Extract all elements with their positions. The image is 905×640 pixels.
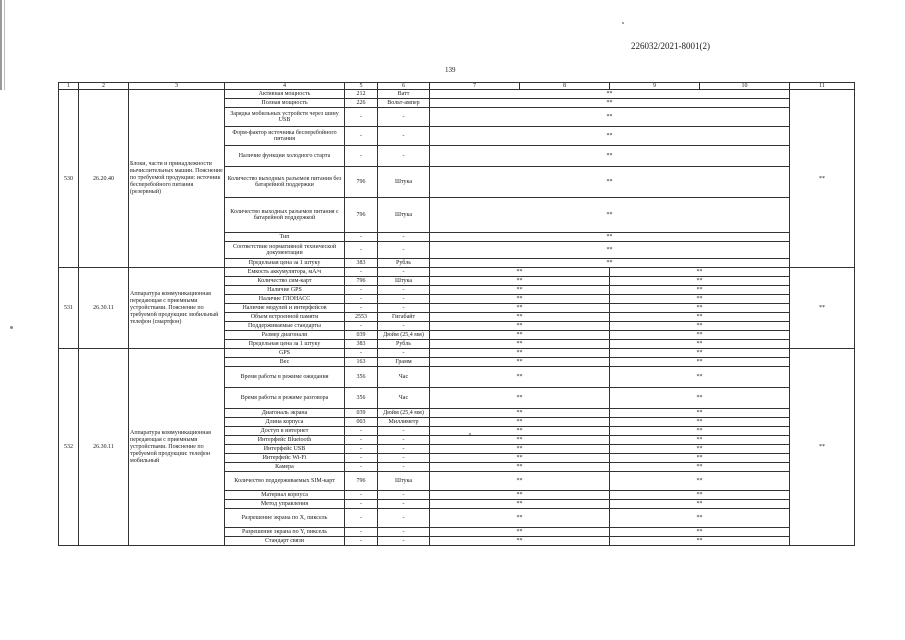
unit-code: -	[345, 286, 378, 295]
unit-name: -	[378, 127, 430, 146]
unit-name: Штука	[378, 277, 430, 286]
requirement-value: **	[430, 340, 610, 349]
unit-code: 226	[345, 99, 378, 108]
unit-name: Штука	[378, 167, 430, 198]
unit-code: 212	[345, 90, 378, 99]
characteristic-name: Время работы в режиме разговора	[225, 388, 345, 409]
characteristic-name: Наличие ГЛОНАСС	[225, 295, 345, 304]
characteristic-name: Количество поддерживаемых SIM-карт	[225, 472, 345, 491]
requirement-value-alt: **	[610, 436, 790, 445]
column-number: 10	[700, 83, 790, 90]
unit-code: -	[345, 427, 378, 436]
requirement-value-alt: **	[610, 388, 790, 409]
requirement-value-alt: **	[610, 537, 790, 546]
characteristic-name: Зарядка мобильных устройств через шину USB	[225, 108, 345, 127]
column-number: 1	[59, 83, 79, 90]
requirement-value: **	[430, 349, 610, 358]
column-number: 7	[430, 83, 520, 90]
characteristic-name: Диагональ экрана	[225, 409, 345, 418]
unit-name: Ватт	[378, 90, 430, 99]
requirement-value: **	[430, 528, 610, 537]
column-number: 11	[790, 83, 855, 90]
requirement-value-alt: **	[610, 528, 790, 537]
unit-name: -	[378, 500, 430, 509]
characteristic-name: Материал корпуса	[225, 491, 345, 500]
requirement-value-alt: **	[610, 472, 790, 491]
requirement-value: **	[430, 358, 610, 367]
unit-code: 039	[345, 331, 378, 340]
requirement-value-alt: **	[610, 268, 790, 277]
characteristic-name: Активная мощность	[225, 90, 345, 99]
characteristic-name: Тип	[225, 233, 345, 242]
unit-name: -	[378, 491, 430, 500]
requirement-value-alt: **	[610, 454, 790, 463]
requirement-value-alt: **	[610, 500, 790, 509]
unit-name: -	[378, 436, 430, 445]
characteristic-name: Емкость аккумулятора, мА/ч	[225, 268, 345, 277]
unit-name: Миллиметр	[378, 418, 430, 427]
column-number: 2	[79, 83, 129, 90]
characteristic-name: Предельная цена за 1 штуку	[225, 340, 345, 349]
unit-name: Грамм	[378, 358, 430, 367]
unit-name: -	[378, 146, 430, 167]
unit-name: -	[378, 537, 430, 546]
requirement-value-alt: **	[610, 286, 790, 295]
characteristic-name: Объем встроенной памяти	[225, 313, 345, 322]
unit-code: -	[345, 436, 378, 445]
characteristic-name: Метод управления	[225, 500, 345, 509]
unit-code: 356	[345, 388, 378, 409]
unit-name: -	[378, 445, 430, 454]
unit-name: -	[378, 304, 430, 313]
characteristic-name: Длина корпуса	[225, 418, 345, 427]
table-row	[59, 268, 855, 277]
requirement-value: **	[430, 436, 610, 445]
requirement-value: **	[430, 418, 610, 427]
requirement-value-alt: **	[610, 358, 790, 367]
characteristic-name: Наличие модулей и интерфейсов	[225, 304, 345, 313]
requirement-value-alt: **	[610, 277, 790, 286]
note-value: **	[790, 349, 855, 546]
requirement-value: **	[430, 304, 610, 313]
unit-name: -	[378, 108, 430, 127]
unit-name: Час	[378, 367, 430, 388]
requirement-value-alt: **	[610, 445, 790, 454]
table-row	[59, 90, 855, 99]
requirement-value: **	[430, 409, 610, 418]
unit-code: 003	[345, 418, 378, 427]
unit-name: Дюйм (25,4 мм)	[378, 331, 430, 340]
unit-code: -	[345, 146, 378, 167]
scan-dot	[622, 22, 624, 24]
unit-code: 039	[345, 409, 378, 418]
unit-name: Час	[378, 388, 430, 409]
characteristic-name: Предельная цена за 1 штуку	[225, 259, 345, 268]
requirement-value: **	[430, 146, 790, 167]
requirement-value: **	[430, 277, 610, 286]
product-description: Аппаратура коммуникационная передающая с приемными устройствами. Пояснение по требуемой продукции: мобильный телефон (смартфон)	[129, 268, 225, 349]
table-body	[59, 83, 855, 546]
requirement-value: **	[430, 108, 790, 127]
note-value: **	[790, 268, 855, 349]
column-number: 5	[345, 83, 378, 90]
characteristic-name: Камера	[225, 463, 345, 472]
characteristic-name: Наличие функции холодного старта	[225, 146, 345, 167]
unit-code: 2553	[345, 313, 378, 322]
unit-name: -	[378, 242, 430, 259]
requirement-value: **	[430, 295, 610, 304]
requirement-value: **	[430, 454, 610, 463]
unit-code: 796	[345, 277, 378, 286]
characteristic-name: Размер диагонали	[225, 331, 345, 340]
requirement-value-alt: **	[610, 322, 790, 331]
unit-name: -	[378, 322, 430, 331]
requirement-value-alt: **	[610, 367, 790, 388]
requirement-value: **	[430, 286, 610, 295]
characteristic-name: Интерфейс USB	[225, 445, 345, 454]
characteristic-name: Форм-фактор источника бесперебойного питания	[225, 127, 345, 146]
unit-name: -	[378, 427, 430, 436]
unit-code: -	[345, 322, 378, 331]
requirement-value: **	[430, 268, 610, 277]
column-number: 4	[225, 83, 345, 90]
unit-name: Вольт-ампер	[378, 99, 430, 108]
table-row	[59, 349, 855, 358]
unit-name: -	[378, 454, 430, 463]
unit-code: 383	[345, 259, 378, 268]
okpd-code: 26.30.11	[79, 268, 129, 349]
unit-name: -	[378, 463, 430, 472]
product-description: Аппаратура коммуникационная передающая с приемными устройствами. Пояснение по требуемой продукции: телефон мобильный	[129, 349, 225, 546]
unit-name: -	[378, 509, 430, 528]
requirement-value-alt: **	[610, 331, 790, 340]
note-value: **	[790, 90, 855, 268]
requirement-value: **	[430, 233, 790, 242]
unit-name: -	[378, 286, 430, 295]
characteristic-name: Интерфейс Wi-Fi	[225, 454, 345, 463]
unit-code: -	[345, 463, 378, 472]
characteristic-name: Разрешение экрана по X, пиксель	[225, 509, 345, 528]
unit-name: Штука	[378, 198, 430, 233]
unit-code: -	[345, 108, 378, 127]
requirement-value: **	[430, 322, 610, 331]
column-number: 6	[378, 83, 430, 90]
requirement-value-alt: **	[610, 340, 790, 349]
characteristic-name: Наличие GPS	[225, 286, 345, 295]
unit-code: -	[345, 491, 378, 500]
characteristic-name: Вес	[225, 358, 345, 367]
unit-code: 163	[345, 358, 378, 367]
unit-code: -	[345, 500, 378, 509]
requirement-value: **	[430, 313, 610, 322]
unit-name: -	[378, 349, 430, 358]
requirement-value-alt: **	[610, 304, 790, 313]
requirement-value-alt: **	[610, 463, 790, 472]
requirement-value: **	[430, 99, 790, 108]
unit-code: -	[345, 242, 378, 259]
unit-code: 383	[345, 340, 378, 349]
characteristic-name: Количество выходных разъемов питания с батарейной поддержкой	[225, 198, 345, 233]
requirement-value-alt: **	[610, 313, 790, 322]
unit-code: 796	[345, 167, 378, 198]
characteristic-name: Поддерживаемые стандарты	[225, 322, 345, 331]
requirement-value: **	[430, 198, 790, 233]
okpd-code: 26.20.40	[79, 90, 129, 268]
column-number: 9	[610, 83, 700, 90]
requirement-value-alt: **	[610, 491, 790, 500]
unit-code: -	[345, 537, 378, 546]
requirement-value: **	[430, 90, 790, 99]
unit-name: Дюйм (25,4 мм)	[378, 409, 430, 418]
unit-name: Гигабайт	[378, 313, 430, 322]
characteristic-name: Полная мощность	[225, 99, 345, 108]
characteristic-name: Доступ в интернет	[225, 427, 345, 436]
requirement-value: **	[430, 259, 790, 268]
requirement-value-alt: **	[610, 295, 790, 304]
unit-code: -	[345, 304, 378, 313]
requirement-value-alt: **	[610, 409, 790, 418]
requirement-value: **	[430, 537, 610, 546]
requirement-value-alt: **	[610, 427, 790, 436]
requirement-value: **	[430, 127, 790, 146]
unit-name: Рубль	[378, 259, 430, 268]
unit-name: Рубль	[378, 340, 430, 349]
unit-code: -	[345, 528, 378, 537]
unit-code: -	[345, 233, 378, 242]
requirement-value: **	[430, 445, 610, 454]
characteristic-name: Количество сим-карт	[225, 277, 345, 286]
product-description: Блоки, части и принадлежности вычислительных машин. Пояснение по требуемой продукции: источник бесперебойного питания (резервный)	[129, 90, 225, 268]
unit-name: -	[378, 295, 430, 304]
unit-code: -	[345, 445, 378, 454]
characteristic-name: GPS	[225, 349, 345, 358]
requirement-value: **	[430, 367, 610, 388]
unit-code: 356	[345, 367, 378, 388]
requirement-value: **	[430, 242, 790, 259]
characteristic-name: Интерфейс Bluetooth	[225, 436, 345, 445]
characteristic-name: Стандарт связи	[225, 537, 345, 546]
characteristic-name: Соответствие нормативной технической документации	[225, 242, 345, 259]
unit-code: 796	[345, 198, 378, 233]
page-number: 139	[445, 66, 456, 74]
unit-code: -	[345, 509, 378, 528]
requirement-value: **	[430, 331, 610, 340]
characteristic-name: Разрешение экрана по Y, пиксель	[225, 528, 345, 537]
scan-edge-mark	[0, 0, 8, 90]
requirement-value: **	[430, 491, 610, 500]
characteristic-name: Время работы в режиме ожидания	[225, 367, 345, 388]
row-number: 532	[59, 349, 79, 546]
requirement-value: **	[430, 388, 610, 409]
unit-code: -	[345, 268, 378, 277]
characteristic-name: Количество выходных разъемов питания без батарейной поддержки	[225, 167, 345, 198]
unit-code: -	[345, 127, 378, 146]
requirement-value: **	[430, 472, 610, 491]
requirement-value-alt: **	[610, 418, 790, 427]
requirement-value-alt: **	[610, 509, 790, 528]
unit-name: -	[378, 268, 430, 277]
requirement-value: **	[430, 509, 610, 528]
unit-code: -	[345, 454, 378, 463]
requirement-value-alt: **	[610, 349, 790, 358]
requirement-value: **	[430, 427, 610, 436]
unit-code: -	[345, 295, 378, 304]
row-number: 531	[59, 268, 79, 349]
column-number: 8	[520, 83, 610, 90]
requirement-value: **	[430, 500, 610, 509]
unit-name: -	[378, 528, 430, 537]
column-number: 3	[129, 83, 225, 90]
unit-name: -	[378, 233, 430, 242]
scan-dot	[10, 326, 13, 329]
row-number: 530	[59, 90, 79, 268]
unit-code: 796	[345, 472, 378, 491]
document-number: 226032/2021-8001(2)	[631, 41, 710, 51]
specification-table	[58, 82, 855, 546]
unit-code: -	[345, 349, 378, 358]
okpd-code: 26.30.11	[79, 349, 129, 546]
requirement-value: **	[430, 167, 790, 198]
header-row	[59, 83, 855, 90]
requirement-value: **	[430, 463, 610, 472]
unit-name: Штука	[378, 472, 430, 491]
